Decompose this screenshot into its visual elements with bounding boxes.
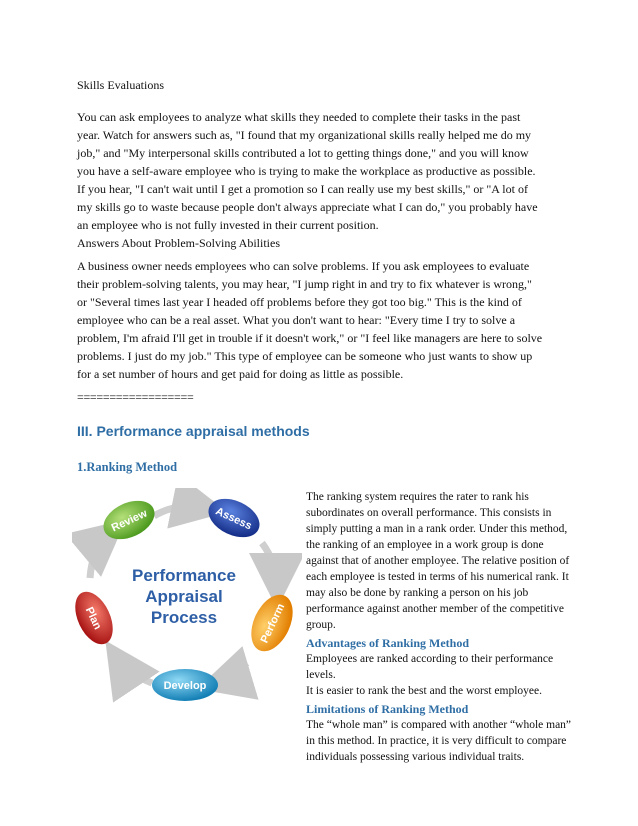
paragraph-line: job," and "My interpersonal skills contributed a lot to getting things done," and you will know: [77, 146, 529, 160]
section-heading: III. Performance appraisal methods: [77, 423, 310, 439]
limitations-text-line: individuals possessing various individual traits.: [306, 751, 525, 763]
cycle-arrow: [154, 506, 207, 516]
cycle-arrow: [90, 533, 110, 578]
perform-step: [243, 588, 301, 658]
review-label: Review: [109, 507, 150, 535]
assess-step: [202, 491, 265, 545]
limitations-text-line: in this method. In practice, it is very difficult to compare: [306, 735, 567, 747]
diagram-center-line1: Performance: [132, 566, 236, 585]
plan-label: Plan: [82, 605, 104, 632]
limitations-heading: Limitations of Ranking Method: [306, 702, 469, 716]
problem-solving-title: Answers About Problem-Solving Abilities: [77, 236, 281, 250]
diagram-center-line3: Process: [150, 608, 218, 627]
paragraph-line: If you hear, "I can't wait until I get a promotion so I can really use my best skills," or "A lot of: [77, 182, 528, 196]
paragraph-line: You can ask employees to analyze what skills they needed to complete their tasks in the past: [77, 110, 521, 124]
ranking-text-line: group.: [306, 619, 336, 631]
paragraph-line: you have a self-aware employee who is trying to make the workplace as productive as possible.: [77, 164, 536, 178]
appraisal-process-diagram: [72, 488, 302, 703]
limitations-text-line: The “whole man” is compared with another “whole man”: [306, 719, 572, 731]
develop-label: Develop: [163, 680, 207, 692]
ranking-text-line: the ranking of an employee in a work group is done: [306, 539, 544, 551]
paragraph-line: their problem-solving talents, you may hear, "I jump right in and try to fix whatever is wrong,": [77, 277, 532, 291]
ranking-text-line: each employee is tested in terms of his numerical rank. It: [306, 571, 569, 583]
skills-evaluations-title: Skills Evaluations: [77, 78, 164, 92]
paragraph-line: problem, I'm afraid I'll get in trouble if it doesn't work," or "I feel like managers are here to solve: [77, 331, 543, 345]
cycle-arrow: [117, 658, 152, 683]
ranking-text-line: against that of another employee. The relative position of: [306, 555, 570, 567]
advantages-text-line: Employees are ranked according to their performance: [306, 653, 554, 665]
paragraph-line: my skills go to waste because people don't always appreciate what I can do," you probably have: [77, 200, 538, 214]
advantages-text-line: levels.: [306, 669, 336, 681]
advantages-text-line: It is easier to rank the best and the worst employee.: [306, 685, 542, 697]
assess-label: Assess: [213, 505, 254, 533]
ranking-text-line: may also be done by ranking a person on his job: [306, 587, 529, 599]
ranking-text-line: subordinates on overall performance. This consists in: [306, 507, 552, 519]
ranking-text-line: performance against another member of the competitive: [306, 603, 565, 615]
ranking-text-line: The ranking system requires the rater to rank his: [306, 491, 529, 503]
perform-label: Perform: [258, 601, 288, 646]
subsection-heading: 1.Ranking Method: [77, 460, 178, 474]
paragraph-line: A business owner needs employees who can solve problems. If you ask employees to evaluate: [77, 259, 530, 273]
paragraph-line: or "Several times last year I headed off problems before they got too big." This is the kind of: [77, 295, 522, 309]
develop-step: [152, 669, 218, 701]
paragraph-line: problems. I just do my job." This type of employee can be someone who just wants to show up: [77, 349, 533, 363]
cycle-arrow: [217, 663, 247, 683]
plan-step: [72, 586, 120, 650]
paragraph-line: for a set number of hours and get paid for doing as little as possible.: [77, 367, 404, 381]
paragraph-line: employee who can be a real asset. What you don't want to hear: "Every time I try to solve a: [77, 313, 516, 327]
cycle-arrow: [262, 543, 277, 588]
separator-line: ==================: [77, 390, 194, 404]
paragraph-line: an employee who is not fully invested in their current position.: [77, 218, 379, 232]
paragraph-line: year. Watch for answers such as, "I found that my organizational skills really helped me do my: [77, 128, 532, 142]
diagram-center-line2: Appraisal: [145, 587, 223, 606]
ranking-text-line: simply putting a man in a rank order. Under this method,: [306, 523, 568, 535]
advantages-heading: Advantages of Ranking Method: [306, 636, 470, 650]
